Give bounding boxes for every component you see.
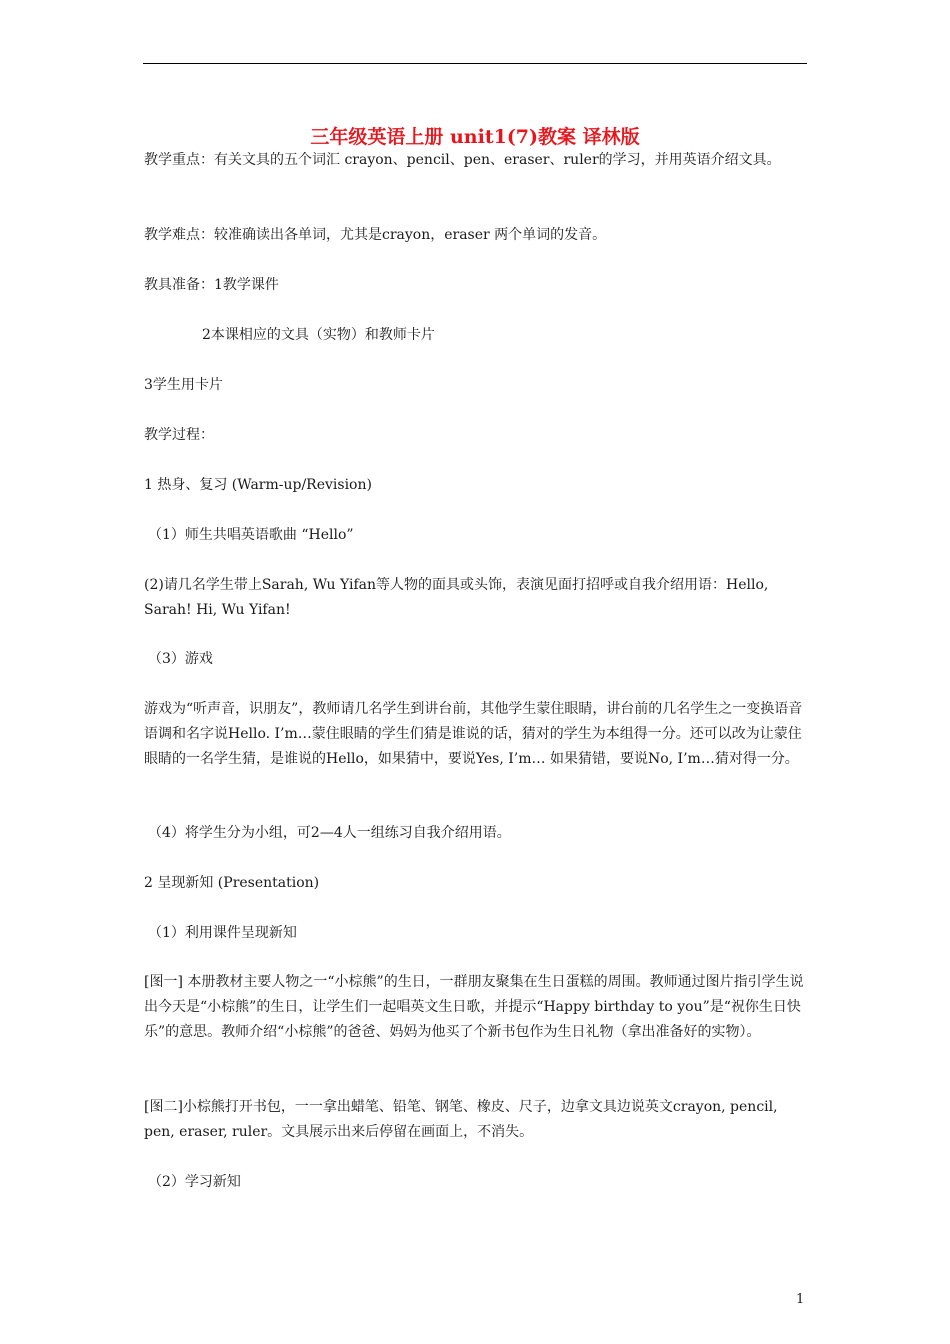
document-title: 三年级英语上册 unit1(7)教案 译林版 bbox=[310, 126, 640, 148]
paragraph-figure-2: [图二]小棕熊打开书包，一一拿出蜡笔、铅笔、钢笔、橡皮、尺子，边拿文具边说英文crayon, pencil, pen, eraser, ruler。文具展示出来后停留在画面上，不消失。 bbox=[144, 1099, 778, 1140]
paragraph-materials: 教具准备：1教学课件 bbox=[144, 277, 279, 293]
paragraph-materials-item-2: 2本课相应的文具（实物）和教师卡片 bbox=[202, 327, 435, 343]
section-heading-warmup: 1 热身、复习 (Warm-up/Revision) bbox=[144, 477, 372, 493]
header-rule bbox=[143, 63, 807, 64]
paragraph-learn-new: （2）学习新知 bbox=[148, 1174, 241, 1190]
paragraph-role-play: (2)请几名学生带上Sarah, Wu Yifan等人物的面具或头饰，表演见面打招呼或自我介绍用语：Hello, Sarah! Hi, Wu Yifan! bbox=[144, 577, 769, 618]
paragraph-teaching-focus: 教学重点：有关文具的五个词汇 crayon、pencil、pen、eraser、ruler的学习，并用英语介绍文具。 bbox=[144, 152, 781, 168]
page-number: 1 bbox=[796, 1292, 805, 1307]
paragraph-teaching-difficulty: 教学难点：较准确读出各单词，尤其是crayon，eraser 两个单词的发音。 bbox=[144, 227, 607, 243]
paragraph-game-description: 游戏为“听声音，识朋友”，教师请几名学生到讲台前，其他学生蒙住眼睛，讲台前的几名学生之一变换语音语调和名字说Hello. I’m…蒙住眼睛的学生们猜是谁说的话，猜对的学生为本组得一分。还可以改为让蒙住眼睛的一名学生猜，是谁说的Hello，如果猜中，要说Yes, I’m… 如果猜错，要说No, I’m…猜对得一分。 bbox=[144, 701, 803, 767]
paragraph-materials-item-3: 3学生用卡片 bbox=[144, 377, 223, 393]
paragraph-group-practice: （4）将学生分为小组，可2—4人一组练习自我介绍用语。 bbox=[148, 825, 511, 841]
paragraph-figure-1: [图一] 本册教材主要人物之一“小棕熊”的生日，一群朋友聚集在生日蛋糕的周围。教师通过图片指引学生说出今天是“小棕熊”的生日，让学生们一起唱英文生日歌，并提示“Happy birthday to you”是“祝你生日快乐”的意思。教师介绍“小棕熊”的爸爸、妈妈为他买了个新书包作为生日礼物（拿出准备好的实物）。 bbox=[144, 974, 804, 1040]
paragraph-game-heading: （3）游戏 bbox=[148, 651, 213, 667]
paragraph-process-heading: 教学过程： bbox=[144, 427, 214, 443]
paragraph-courseware: （1）利用课件呈现新知 bbox=[148, 925, 297, 941]
paragraph-song: （1）师生共唱英语歌曲 “Hello” bbox=[148, 527, 354, 543]
section-heading-presentation: 2 呈现新知 (Presentation) bbox=[144, 875, 320, 891]
